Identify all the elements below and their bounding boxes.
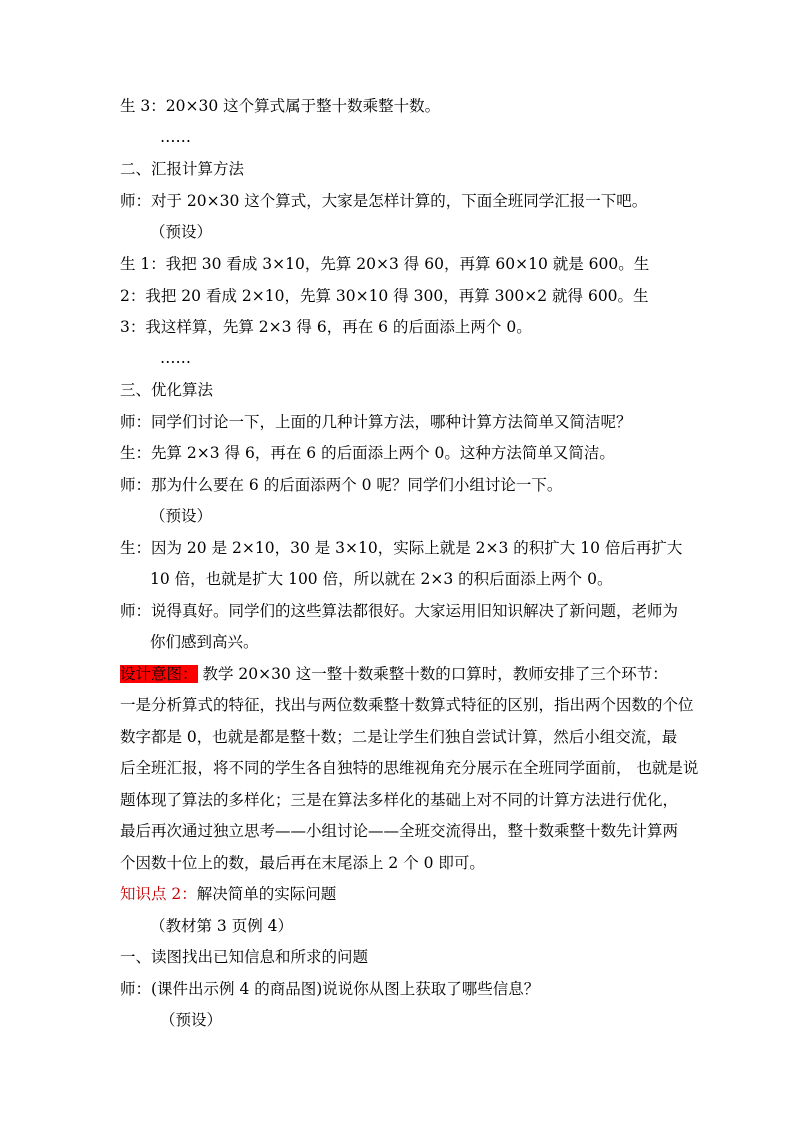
text-line: 题体现了算法的多样化；三是在算法多样化的基础上对不同的计算方法进行优化， bbox=[120, 791, 679, 809]
text-line: 师：那为什么要在 6 的后面添两个 0 呢？同学们小组讨论一下。 bbox=[120, 476, 563, 494]
text-line: 一是分析算式的特征，找出与两位数乘整十数算式特征的区别，指出两个因数的个位 bbox=[120, 696, 694, 714]
knowledge-point-line bbox=[120, 884, 336, 904]
text-line: 生 3：20×30 这个算式属于整十数乘整十数。 bbox=[120, 97, 441, 115]
text-line: 师：(课件出示例 4 的商品图)说说你从图上获取了哪些信息？ bbox=[120, 980, 540, 998]
text-line: 10 倍，也就是扩大 100 倍，所以就在 2×3 的积后面添上两个 0。 bbox=[150, 570, 613, 588]
section-heading: 三、优化算法 bbox=[120, 381, 214, 399]
text-line: 生：因为 20 是 2×10，30 是 3×10，实际上就是 2×3 的积扩大 10 倍后再扩大 bbox=[120, 539, 683, 557]
text-line: 最后再次通过独立思考——小组讨论——全班交流得出，整十数乘整十数先计算两 bbox=[120, 822, 679, 840]
text-line: 生：先算 2×3 得 6，再在 6 的后面添上两个 0。这种方法简单又简洁。 bbox=[120, 444, 615, 462]
design-intent-label: 设计意图： bbox=[120, 665, 198, 683]
design-intent-text: 教学 20×30 这一整十数乘整十数的口算时，教师安排了三个环节： bbox=[202, 665, 668, 683]
text-line: 个因数十位上的数，最后再在末尾添上 2 个 0 即可。 bbox=[120, 854, 485, 872]
text-line: 你们感到高兴。 bbox=[150, 633, 259, 651]
text-line: 生 1：我把 30 看成 3×10，先算 20×3 得 60，再算 60×10 就是 600。生 bbox=[120, 255, 650, 273]
knowledge-point-title: 解决简单的实际问题 bbox=[196, 885, 337, 903]
text-line: 后全班汇报，将不同的学生各自独特的思维视角充分展示在全班同学面前， 也就是说 bbox=[120, 759, 699, 777]
text-line: 师：对于 20×30 这个算式，大家是怎样计算的，下面全班同学汇报一下吧。 bbox=[120, 192, 648, 210]
ellipsis-line: …… bbox=[160, 349, 191, 367]
knowledge-point-label: 知识点 2： bbox=[120, 885, 197, 903]
text-line: 2：我把 20 看成 2×10，先算 30×10 得 300，再算 300×2 就得 600。生 bbox=[120, 287, 649, 305]
ellipsis-line: …… bbox=[160, 128, 191, 146]
text-line: 师：同学们讨论一下，上面的几种计算方法，哪种计算方法简单又简洁呢？ bbox=[120, 413, 632, 431]
section-heading: 一、读图找出已知信息和所求的问题 bbox=[120, 948, 369, 966]
text-line: （预设） bbox=[150, 223, 213, 241]
text-line: （教材第 3 页例 4） bbox=[150, 917, 294, 935]
text-line: 3：我这样算，先算 2×3 得 6，再在 6 的后面添上两个 0。 bbox=[120, 318, 532, 336]
design-intent-line bbox=[120, 664, 668, 684]
section-heading: 二、汇报计算方法 bbox=[120, 160, 245, 178]
text-line: 师：说得真好。同学们的这些算法都很好。大家运用旧知识解决了新问题，老师为 bbox=[120, 602, 679, 620]
text-line: （预设） bbox=[150, 507, 213, 525]
text-line: （预设） bbox=[160, 1011, 223, 1029]
text-line: 数字都是 0，也就是都是整十数；二是让学生们独自尝试计算，然后小组交流，最 bbox=[120, 728, 678, 746]
